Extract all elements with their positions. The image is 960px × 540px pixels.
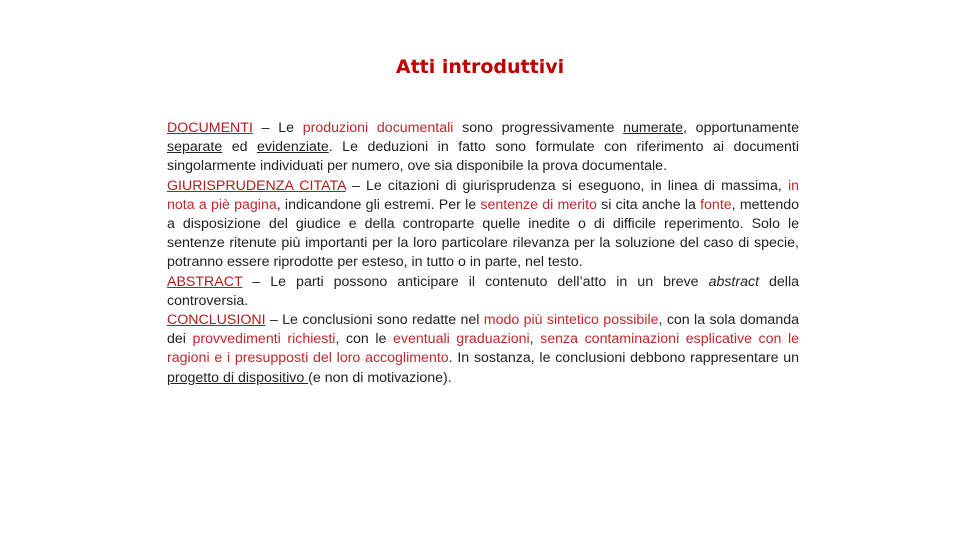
highlight-text: provvedimenti richiesti — [192, 331, 336, 348]
paragraph-abstract — [167, 273, 799, 311]
text: – Le parti possono anticipare il contenuto dell’atto in un breve — [242, 273, 709, 290]
paragraph-conclusioni — [167, 311, 799, 388]
italic-text: abstract — [708, 273, 760, 290]
text: sono progressivamente — [453, 120, 624, 136]
underlined-text: numerate — [623, 120, 684, 136]
text: si cita anche la — [596, 196, 701, 213]
text: , mettendo a disposizione del giudice e della controparte quelle inedite o di difficile reperimento. Solo le sentenze ritenute più importanti per la loro particolare rilevanza per la soluzione del caso di specie, potranno essere riprodotte per esteso, in tutto o in parte, nel testo. — [167, 196, 799, 271]
highlight-text: modo più sintetico possibile — [483, 312, 659, 329]
text: , opportunamente — [683, 120, 800, 136]
highlight-text: senza contaminazioni esplicative con le ragioni e i presupposti del loro accoglimento — [167, 331, 800, 367]
text: – Le citazioni di giurisprudenza si eseguono, in linea di massima, — [345, 177, 788, 194]
text: – Le conclusioni sono redatte nel — [265, 312, 484, 329]
text: (e non di motivazione). — [308, 369, 452, 386]
label-giurisprudenza: GIURISPRUDENZA CITATA — [167, 177, 346, 194]
highlight-text: sentenze di merito — [480, 196, 597, 213]
label-conclusioni: CONCLUSIONI — [167, 312, 266, 329]
underlined-text: separate — [167, 139, 223, 156]
underlined-text: progetto di dispositivo — [167, 369, 309, 386]
body-text — [167, 119, 799, 388]
text: , con la sola domanda dei — [167, 312, 799, 348]
text: . Le deduzioni in fatto sono formulate con riferimento ai documenti singolarmente individuati per numero, ove sia disponibile la prova documentale. — [167, 139, 799, 175]
text: . In sostanza, le conclusioni debbono rappresentare un — [448, 350, 799, 367]
text: – Le — [252, 120, 303, 136]
highlight-text: eventuali graduazioni — [392, 331, 530, 348]
text: della controversia. — [167, 273, 799, 309]
paragraph-giurisprudenza — [167, 177, 799, 273]
text: , con le — [335, 331, 393, 348]
highlight-text: produzioni documentali — [302, 120, 454, 136]
underlined-text: evidenziate — [256, 139, 329, 156]
text: , indicandone gli estremi. Per le — [276, 196, 481, 213]
text: ed — [222, 139, 257, 156]
slide-title: Atti introduttivi — [395, 56, 565, 78]
paragraph-documenti — [167, 119, 799, 177]
label-documenti: DOCUMENTI — [167, 120, 253, 136]
highlight-text: fonte — [700, 196, 732, 213]
text: , — [529, 331, 541, 348]
label-abstract: ABSTRACT — [167, 273, 243, 290]
highlight-text: in nota a piè pagina — [167, 177, 800, 213]
